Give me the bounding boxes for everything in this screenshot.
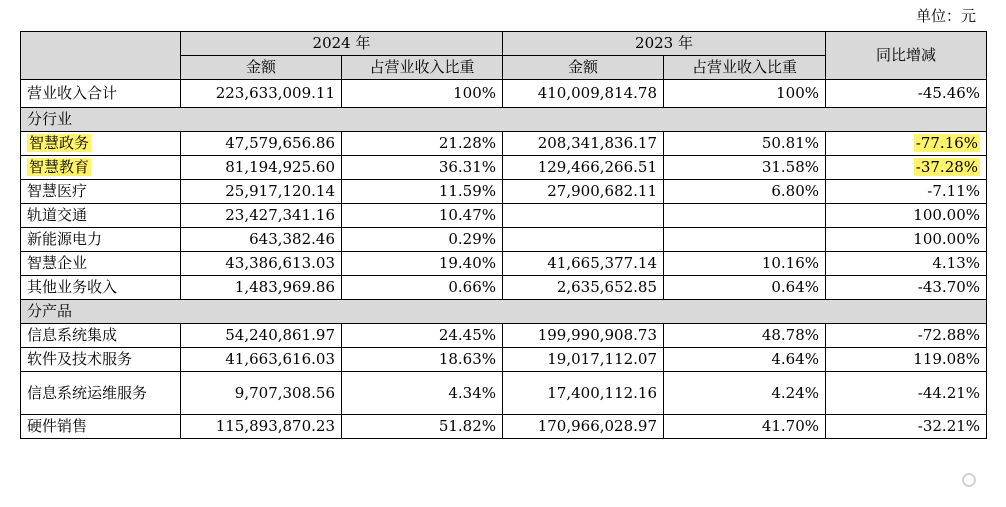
row-label-cell [21,132,181,156]
cell-ratio-2023 [664,204,826,228]
value-amount-2023: 2,635,652.85 [556,278,658,296]
value-change: -77.16% [915,134,979,152]
revenue-table [20,31,987,439]
watermark-logo-icon [962,473,976,487]
header-row-years [21,32,987,56]
cell-ratio-2024 [342,156,503,180]
total-change: -45.46% [826,80,987,108]
cell-ratio-2024 [342,348,503,372]
value-change: 100.00% [913,230,981,248]
cell-change [826,156,987,180]
value-ratio-2023: 4.64% [771,350,820,368]
cell-ratio-2023 [664,228,826,252]
cell-ratio-2023 [664,415,826,439]
cell-change [826,228,987,252]
value-amount-2024: 115,893,870.23 [215,417,335,435]
value-amount-2024: 9,707,308.56 [234,383,335,402]
value-amount-2023: 27,900,682.11 [547,182,658,200]
total-amount-2024: 223,633,009.11 [181,80,342,108]
row-label-cell [21,180,181,204]
value-ratio-2024: 51.82% [438,417,497,435]
section-row [21,108,987,132]
cell-amount-2024 [181,415,342,439]
cell-ratio-2023 [664,348,826,372]
cell-amount-2024 [181,276,342,300]
cell-amount-2024 [181,252,342,276]
value-amount-2024: 81,194,925.60 [225,158,335,176]
row-label-cell [21,415,181,439]
value-ratio-2024: 11.59% [438,182,497,200]
header-year-2023: 2023 年 [503,32,826,56]
value-amount-2023: 41,665,377.14 [547,254,658,272]
cell-amount-2024 [181,348,342,372]
cell-ratio-2024 [342,228,503,252]
row-label-cell [21,156,181,180]
table-row [21,252,987,276]
value-ratio-2023: 48.78% [761,326,820,344]
cell-change [826,276,987,300]
table-row [21,156,987,180]
row-label: 其他业务收入 [27,278,118,296]
total-ratio-2023: 100% [664,80,826,108]
value-amount-2024: 41,663,616.03 [225,350,335,368]
table-row [21,276,987,300]
row-label-cell [21,276,181,300]
cell-amount-2024 [181,156,342,180]
value-amount-2023: 208,341,836.17 [537,134,658,152]
header-ratio-2024: 占营业收入比重 [342,56,503,80]
table-row [21,348,987,372]
value-change: -32.21% [917,417,981,435]
cell-ratio-2024 [342,415,503,439]
value-change: -72.88% [917,326,981,344]
cell-amount-2024 [181,228,342,252]
value-amount-2023: 129,466,266.51 [537,158,658,176]
value-change: 100.00% [913,206,981,224]
table-row [21,324,987,348]
header-blank-cell [21,32,181,80]
total-amount-2023: 410,009,814.78 [503,80,664,108]
cell-ratio-2024 [342,324,503,348]
section-title: 分产品 [21,300,987,324]
table-row [21,415,987,439]
section-title: 分行业 [21,108,987,132]
cell-amount-2023 [503,132,664,156]
header-amount-2023: 金额 [503,56,664,80]
row-label-cell [21,372,181,415]
row-label-cell [21,252,181,276]
cell-change [826,132,987,156]
row-label: 智慧政务 [29,134,90,152]
row-label: 硬件销售 [27,417,88,435]
row-label: 信息系统运维服务 [27,383,148,402]
cell-amount-2024 [181,180,342,204]
cell-ratio-2024 [342,252,503,276]
total-ratio-2024: 100% [342,80,503,108]
value-ratio-2023: 10.16% [761,254,820,272]
cell-amount-2024 [181,324,342,348]
value-change: -43.70% [917,278,981,296]
cell-amount-2023 [503,156,664,180]
header-amount-2024: 金额 [181,56,342,80]
value-change: -44.21% [917,383,981,402]
value-ratio-2023: 31.58% [761,158,820,176]
value-amount-2024: 25,917,120.14 [225,182,335,200]
value-ratio-2024: 4.34% [448,383,497,402]
cell-change [826,204,987,228]
value-amount-2024: 1,483,969.86 [234,278,335,296]
cell-ratio-2024 [342,132,503,156]
cell-change [826,252,987,276]
value-change: -37.28% [915,158,979,176]
cell-change [826,372,987,415]
row-label: 智慧医疗 [27,182,88,200]
value-amount-2023: 19,017,112.07 [547,350,658,368]
section-row [21,300,987,324]
value-ratio-2023: 4.24% [771,383,820,402]
cell-change [826,415,987,439]
value-ratio-2024: 36.31% [438,158,497,176]
watermark [920,469,976,491]
value-change: 119.08% [913,350,981,368]
table-row [21,132,987,156]
cell-ratio-2024 [342,204,503,228]
value-amount-2024: 643,382.46 [249,230,335,248]
value-amount-2023: 17,400,112.16 [547,383,658,402]
cell-change [826,348,987,372]
value-amount-2024: 54,240,861.97 [225,326,335,344]
cell-amount-2023 [503,372,664,415]
cell-amount-2023 [503,228,664,252]
value-ratio-2023: 0.64% [771,278,820,296]
row-label-cell [21,348,181,372]
value-ratio-2024: 19.40% [438,254,497,272]
value-change: 4.13% [932,254,981,272]
row-label-cell [21,324,181,348]
cell-change [826,324,987,348]
value-ratio-2023: 6.80% [771,182,820,200]
cell-ratio-2023 [664,180,826,204]
table-row [21,180,987,204]
row-label: 智慧教育 [29,158,90,176]
value-ratio-2023: 41.70% [761,417,820,435]
row-label: 软件及技术服务 [27,350,133,368]
value-amount-2023: 199,990,908.73 [537,326,658,344]
value-ratio-2024: 10.47% [438,206,497,224]
row-label: 智慧企业 [27,254,88,272]
cell-amount-2024 [181,132,342,156]
cell-ratio-2023 [664,252,826,276]
cell-ratio-2024 [342,180,503,204]
table-row [21,372,987,415]
row-label-cell [21,204,181,228]
cell-ratio-2024 [342,276,503,300]
cell-ratio-2023 [664,372,826,415]
cell-ratio-2023 [664,276,826,300]
cell-amount-2023 [503,348,664,372]
row-label-cell [21,228,181,252]
value-amount-2024: 23,427,341.16 [225,206,335,224]
cell-amount-2023 [503,204,664,228]
cell-amount-2023 [503,252,664,276]
cell-change [826,180,987,204]
header-ratio-2023: 占营业收入比重 [664,56,826,80]
value-ratio-2024: 18.63% [438,350,497,368]
cell-amount-2024 [181,372,342,415]
header-yoy-change: 同比增减 [826,32,987,80]
table-row [21,228,987,252]
cell-amount-2023 [503,324,664,348]
unit-label: 单位：元 [915,7,976,25]
header-year-2024: 2024 年 [181,32,503,56]
cell-amount-2023 [503,415,664,439]
value-amount-2024: 43,386,613.03 [225,254,335,272]
row-label: 新能源电力 [27,230,103,248]
cell-amount-2024 [181,204,342,228]
value-amount-2024: 47,579,656.86 [225,134,335,152]
value-ratio-2023: 50.81% [761,134,820,152]
value-change: -7.11% [927,182,981,200]
cell-ratio-2023 [664,324,826,348]
value-ratio-2024: 0.66% [448,278,497,296]
value-ratio-2024: 21.28% [438,134,497,152]
row-label: 信息系统集成 [27,326,118,344]
table-row [21,204,987,228]
value-ratio-2024: 0.29% [448,230,497,248]
value-ratio-2024: 24.45% [438,326,497,344]
cell-amount-2023 [503,180,664,204]
value-amount-2023: 170,966,028.97 [537,417,658,435]
cell-ratio-2023 [664,132,826,156]
cell-ratio-2023 [664,156,826,180]
cell-ratio-2024 [342,372,503,415]
row-label: 轨道交通 [27,206,88,224]
total-label: 营业收入合计 [21,80,181,108]
total-row [21,80,987,108]
cell-amount-2023 [503,276,664,300]
